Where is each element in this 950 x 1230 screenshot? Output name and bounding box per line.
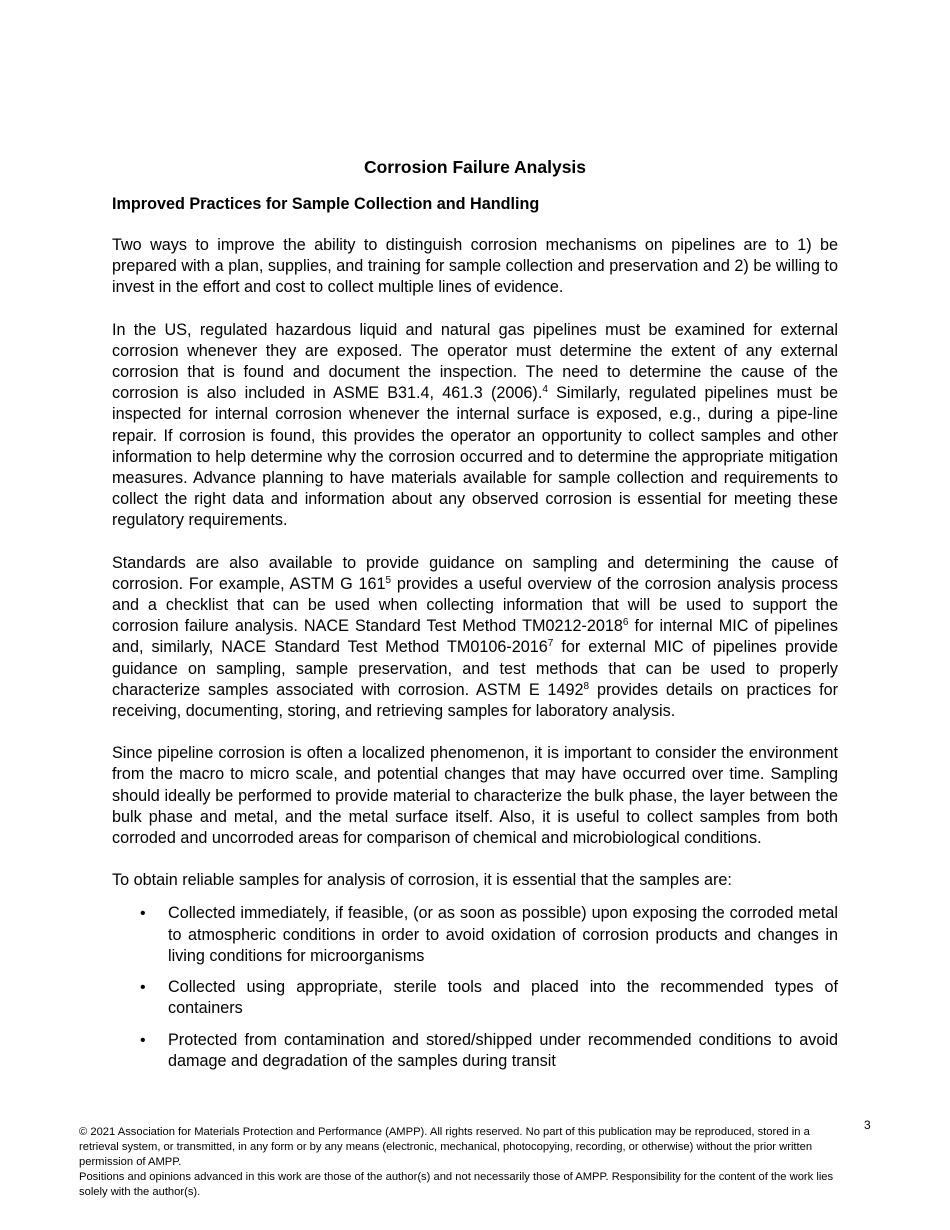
bullet-icon: • — [140, 905, 146, 923]
list-item-text: Protected from contamination and stored/shipped under recommended conditions to avoid damage and degradation of the samples during transit — [168, 1030, 838, 1070]
paragraph-text: for external MIC of pipelines provide guidance on sampling, sample preservation, and test methods that can be used to properly characterize samples associated with corrosion. ASTM E 1492 — [112, 638, 838, 699]
paragraph-regulations — [112, 320, 838, 532]
paragraph-intro: Two ways to improve the ability to distinguish corrosion mechanisms on pipelines are to 1) be prepared with a plan, supplies, and training for sample collection and preservation and 2) be willing to invest in the effort and cost to collect multiple lines of evidence. — [112, 236, 838, 297]
list-item-text: Collected using appropriate, sterile tools and placed into the recommended types of containers — [168, 978, 838, 1018]
footnote-ref: 6 — [622, 617, 629, 629]
page-number: 3 — [864, 1118, 871, 1132]
page-title: Corrosion Failure Analysis — [363, 157, 587, 177]
list-item — [112, 977, 838, 1019]
list-item-text: Collected immediately, if feasible, (or as soon as possible) upon exposing the corroded metal to atmospheric conditions in order to avoid oxidation of corrosion products and changes in living conditions for microorganisms — [168, 904, 838, 965]
bullet-icon: • — [140, 979, 146, 997]
footnote-ref: 7 — [547, 638, 554, 650]
bullet-icon: • — [140, 1031, 146, 1049]
footnote-ref: 4 — [542, 384, 548, 396]
paragraph-text: for internal MIC of pipelines and, similarly, NACE Standard Test Method TM0106-2016 — [112, 617, 838, 657]
page-footer — [79, 1125, 849, 1200]
footnote-ref: 8 — [583, 680, 590, 692]
paragraph-list-intro: To obtain reliable samples for analysis of corrosion, it is essential that the samples are: — [112, 871, 732, 890]
paragraph-text: provides a useful overview of the corrosion analysis process and a checklist that can be used when collecting information that will be used to support the corrosion failure analysis. NACE Standard Test Method TM0212-2018 — [112, 574, 838, 636]
list-item — [112, 1030, 838, 1072]
paragraph-text: provides details on practices for receiving, documenting, storing, and retrieving samples for laboratory analysis. — [112, 680, 838, 721]
section-heading: Improved Practices for Sample Collection and Handling — [112, 195, 540, 213]
paragraph-text: In the US, regulated hazardous liquid and natural gas pipelines must be examined for external corrosion whenever they are exposed. The operator must determine the extent of any external corrosion that is found and document the inspection. The need to determine the cause of the corrosion is also included in ASME B31.4, 461.3 (2006). — [112, 320, 838, 403]
paragraph-localized: Since pipeline corrosion is often a localized phenomenon, it is important to consider the environment from the macro to micro scale, and potential changes that may have occurred over time. Sampling should ideally be performed to provide material to characterize the bulk phase, the layer between the bulk phase and metal, and the metal surface itself. Also, it is useful to collect samples from both corroded and uncorroded areas for comparison of chemical and microbiological conditions. — [112, 744, 838, 848]
paragraph-text: Similarly, regulated pipelines must be inspected for internal corrosion whenever the internal surface is exposed, e.g., during a pipe-line repair. If corrosion is found, this provides the operator an opportunity to collect samples and other information to help determine why the corrosion occurred and to determine the appropriate mitigation measures. Advance planning to have materials available for sample collection and requirements to collect the right data and information about any observed corrosion is essential for meeting these regulatory requirements. — [112, 384, 838, 530]
copyright-notice: © 2021 Association for Materials Protection and Performance (AMPP). All rights reserved. No part of this publication may be reproduced, stored in a retrieval system, or transmitted, in any form or by any means (electronic, mechanical, photocopying, recording, or otherwise) without the prior written permission of AMPP. — [79, 1126, 813, 1168]
paragraph-standards — [112, 553, 838, 723]
footnote-ref: 5 — [385, 574, 392, 586]
sample-requirements-list — [112, 903, 838, 1071]
list-item — [112, 903, 838, 967]
paragraph-text: Standards are also available to provide guidance on sampling and determining the cause of corrosion. For example, ASTM G 161 — [112, 553, 838, 593]
disclaimer-notice: Positions and opinions advanced in this work are those of the author(s) and not necessarily those of AMPP. Responsibility for the content of the work lies solely with the author(s). — [79, 1171, 834, 1198]
document-body — [112, 155, 838, 1082]
